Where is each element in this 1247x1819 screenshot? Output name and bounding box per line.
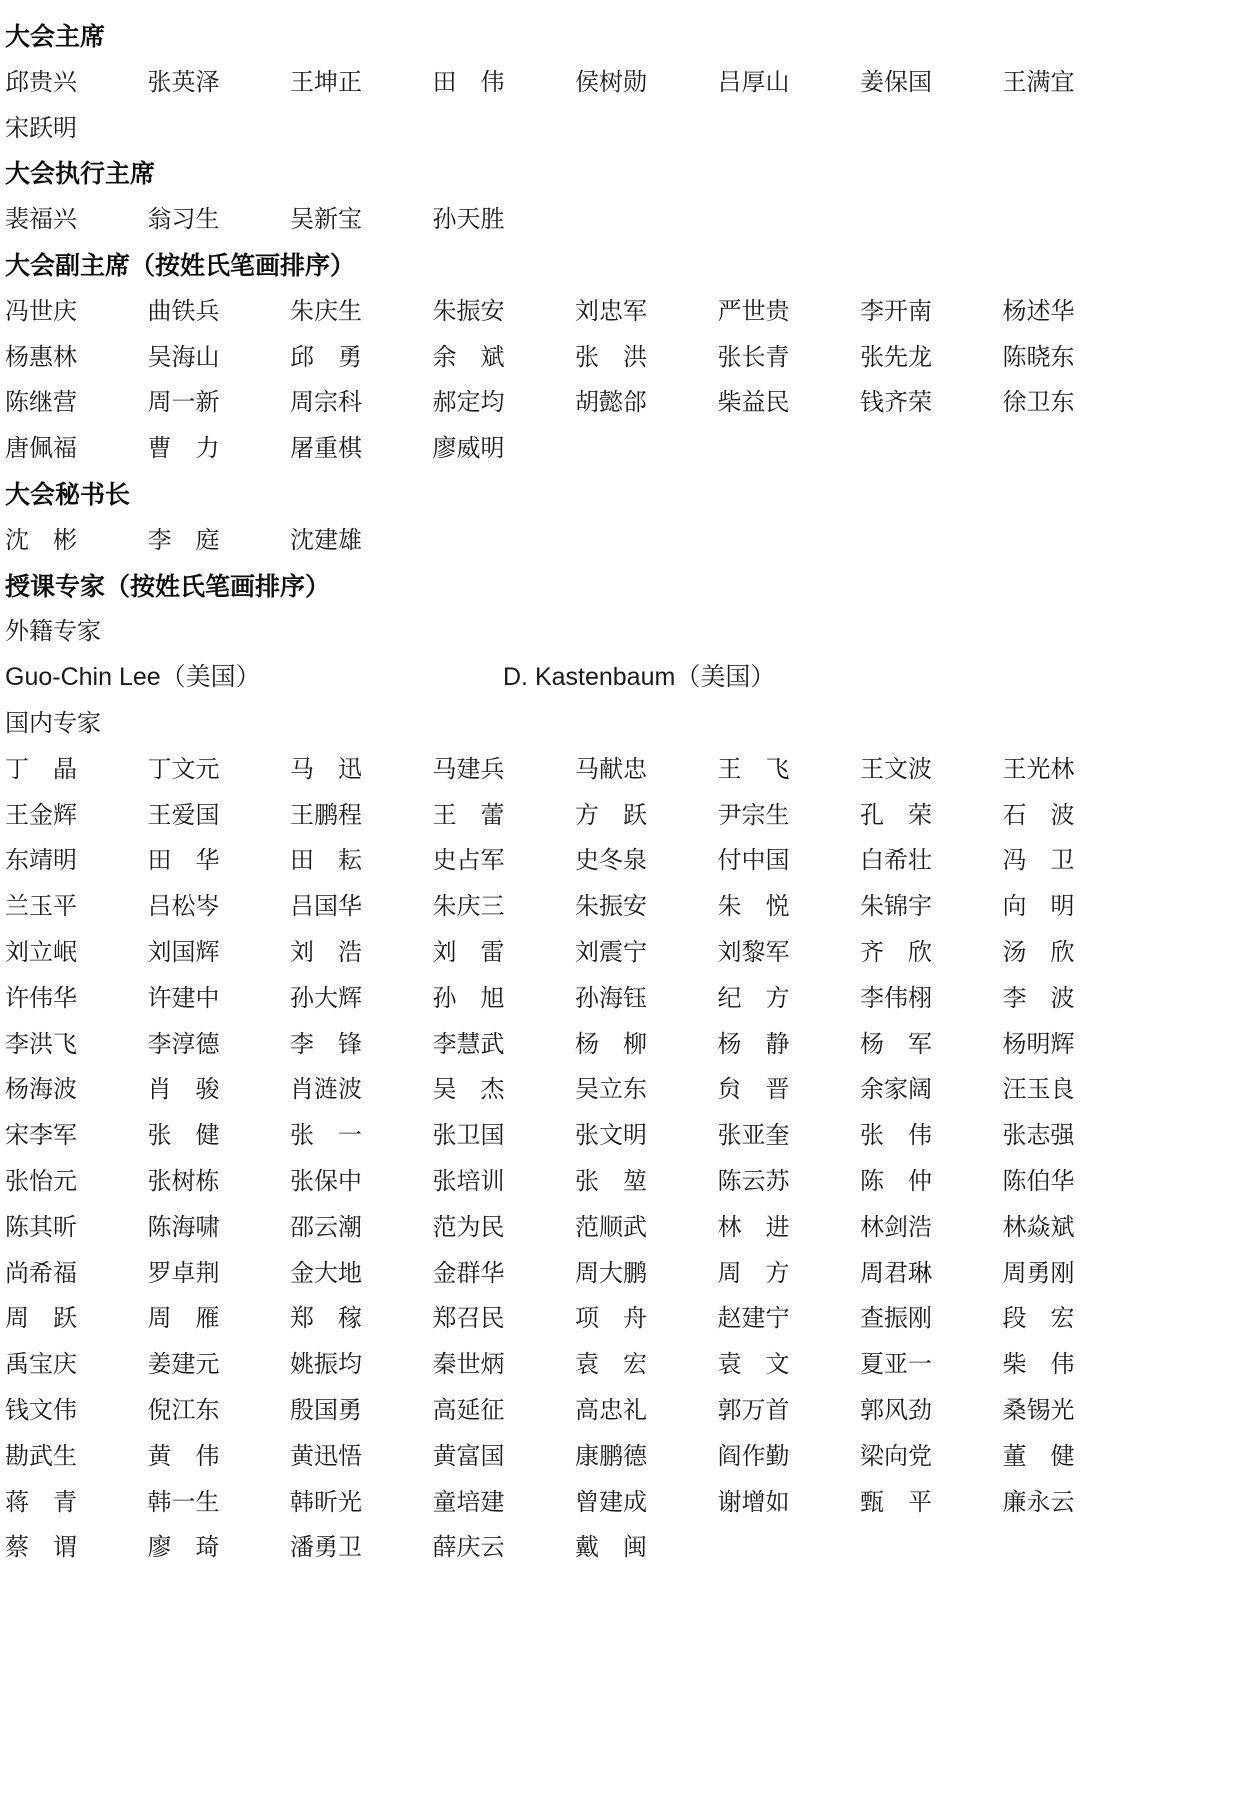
person-name: 潘勇卫 [290, 1533, 362, 1562]
person-name: 柴 伟 [1002, 1350, 1075, 1379]
person-name: 田 华 [147, 846, 220, 875]
person-name: 张 洪 [575, 342, 647, 371]
person-name: 周勇刚 [1002, 1258, 1075, 1287]
person-name: 张卫国 [432, 1121, 505, 1150]
person-name: 范顺武 [575, 1212, 647, 1241]
person-name: 杨惠林 [5, 342, 77, 371]
person-name: 高忠礼 [575, 1395, 647, 1424]
person-name: 吴 杰 [432, 1075, 505, 1104]
section-lecturing-experts [5, 564, 1245, 1572]
person-name: 赵建宁 [717, 1304, 790, 1333]
person-name: 黄 伟 [147, 1441, 220, 1470]
person-name: 张先龙 [860, 342, 932, 371]
person-name: 东靖明 [5, 846, 77, 875]
person-name: 曲铁兵 [147, 296, 220, 325]
person-name: 王鹏程 [290, 800, 362, 829]
person-name: 吕国华 [290, 892, 362, 921]
person-name: 兰玉平 [5, 892, 77, 921]
person-name: 李洪飞 [5, 1029, 77, 1058]
person-name: 孙海钰 [575, 983, 647, 1012]
person-name: 刘 浩 [290, 937, 362, 966]
person-name: 周 跃 [5, 1304, 77, 1333]
person-name: 齐 欣 [860, 937, 932, 966]
person-name: 甄 平 [860, 1487, 932, 1516]
person-name: 吴海山 [147, 342, 220, 371]
person-name: 沈建雄 [290, 525, 362, 554]
person-name: 张 健 [147, 1121, 220, 1150]
person-name: 杨 柳 [575, 1029, 647, 1058]
person-name: 秦世炳 [432, 1350, 505, 1379]
person-name: 曹 力 [147, 434, 220, 463]
person-name: 袁 宏 [575, 1350, 647, 1379]
person-name: 屠重棋 [290, 434, 362, 463]
person-name: 宋李军 [5, 1121, 77, 1150]
person-name: 汤 欣 [1002, 937, 1075, 966]
name-grid [5, 60, 1245, 152]
person-name: 张英泽 [147, 67, 220, 96]
person-name: 孙大辉 [290, 983, 362, 1012]
person-name: 侯树勋 [575, 67, 647, 96]
person-name: 廖 琦 [147, 1533, 220, 1562]
person-name: 蔡 谓 [5, 1533, 77, 1562]
person-name: 田 伟 [432, 67, 505, 96]
person-name: 孙 旭 [432, 983, 505, 1012]
section-title: 授课专家（按姓氏笔画排序） [5, 571, 331, 601]
person-name: Guo-Chin Lee（美国） [5, 663, 261, 692]
person-name: 钱齐荣 [860, 388, 932, 417]
person-name: 丁 晶 [5, 754, 77, 783]
person-name: 吴新宝 [290, 205, 362, 234]
person-name: 邵云潮 [290, 1212, 362, 1241]
person-name: 姜建元 [147, 1350, 220, 1379]
person-name: 张长青 [717, 342, 790, 371]
person-name: 丁文元 [147, 754, 220, 783]
person-name: 韩昕光 [290, 1487, 362, 1516]
person-name: 肖涟波 [290, 1075, 362, 1104]
person-name: 王坤正 [290, 67, 362, 96]
person-name: 戴 闽 [575, 1533, 647, 1562]
person-name: 阎作勤 [717, 1441, 790, 1470]
person-name: 石 波 [1002, 800, 1075, 829]
person-name: 韩一生 [147, 1487, 220, 1516]
person-name: 金大地 [290, 1258, 362, 1287]
person-name: 唐佩福 [5, 434, 77, 463]
domestic-experts-grid [5, 747, 1245, 1571]
person-name: 杨 静 [717, 1029, 790, 1058]
foreign-experts-label: 外籍专家 [5, 617, 101, 646]
person-name: 朱振安 [432, 296, 505, 325]
person-name: 殷国勇 [290, 1395, 362, 1424]
person-name: 黄富国 [432, 1441, 505, 1470]
person-name: 冯世庆 [5, 296, 77, 325]
person-name: 严世贵 [717, 296, 790, 325]
person-name: 王金辉 [5, 800, 77, 829]
person-name: 余 斌 [432, 342, 505, 371]
person-name: 杨述华 [1002, 296, 1075, 325]
person-name: 胡懿郃 [575, 388, 647, 417]
section-vice-chairman [5, 243, 1245, 472]
person-name: 林剑浩 [860, 1212, 932, 1241]
person-name: 郑 稼 [290, 1304, 362, 1333]
person-name: 余家阔 [860, 1075, 932, 1104]
section-title: 大会副主席（按姓氏笔画排序） [5, 250, 356, 280]
person-name: 查振刚 [860, 1304, 932, 1333]
person-name: 段 宏 [1002, 1304, 1075, 1333]
person-name: 陈晓东 [1002, 342, 1075, 371]
name-grid [5, 289, 1245, 472]
person-name: 孔 荣 [860, 800, 932, 829]
person-name: 郝定均 [432, 388, 505, 417]
person-name: 张怡元 [5, 1166, 77, 1195]
person-name: 史冬泉 [575, 846, 647, 875]
person-name: 梁向党 [860, 1441, 932, 1470]
person-name: 向 明 [1002, 892, 1075, 921]
person-name: 郭万首 [717, 1395, 790, 1424]
person-name: 周君琳 [860, 1258, 932, 1287]
person-name: 冯 卫 [1002, 846, 1075, 875]
person-name: 王 蕾 [432, 800, 505, 829]
person-name: 李淳德 [147, 1029, 220, 1058]
person-name: 罗卓荆 [147, 1258, 220, 1287]
person-name: 刘 雷 [432, 937, 505, 966]
person-name: 纪 方 [717, 983, 790, 1012]
person-name: 陈云苏 [717, 1166, 790, 1195]
person-name: 陈继营 [5, 388, 77, 417]
person-name: 杨海波 [5, 1075, 77, 1104]
person-name: 谢增如 [717, 1487, 790, 1516]
name-grid [5, 197, 1245, 243]
person-name: 刘国辉 [147, 937, 220, 966]
person-name: 郑召民 [432, 1304, 505, 1333]
conference-committee-document [5, 14, 1245, 1571]
person-name: 杨明辉 [1002, 1029, 1075, 1058]
person-name: 张 堃 [575, 1166, 647, 1195]
person-name: 张志强 [1002, 1121, 1075, 1150]
person-name: 黄迅悟 [290, 1441, 362, 1470]
person-name: 马献忠 [575, 754, 647, 783]
person-name: 张文明 [575, 1121, 647, 1150]
person-name: 王满宜 [1002, 67, 1075, 96]
name-grid [5, 518, 1245, 564]
person-name: 尚希福 [5, 1258, 77, 1287]
person-name: 贠 晋 [717, 1075, 790, 1104]
person-name: 张保中 [290, 1166, 362, 1195]
person-name: 王爱国 [147, 800, 220, 829]
person-name: 邱贵兴 [5, 67, 77, 96]
person-name: 林焱斌 [1002, 1212, 1075, 1241]
person-name: 倪江东 [147, 1395, 220, 1424]
person-name: 刘震宁 [575, 937, 647, 966]
person-name: 项 舟 [575, 1304, 647, 1333]
person-name: 袁 文 [717, 1350, 790, 1379]
person-name: 勘武生 [5, 1441, 77, 1470]
person-name: 周 方 [717, 1258, 790, 1287]
person-name: 朱庆三 [432, 892, 505, 921]
section-secretary-general [5, 472, 1245, 564]
person-name: 禹宝庆 [5, 1350, 77, 1379]
person-name: 林 进 [717, 1212, 790, 1241]
person-name: 吕松岑 [147, 892, 220, 921]
person-name: 张 一 [290, 1121, 362, 1150]
person-name: 王 飞 [717, 754, 790, 783]
person-name: 张培训 [432, 1166, 505, 1195]
person-name: 孙天胜 [432, 205, 505, 234]
person-name: 朱锦宇 [860, 892, 932, 921]
person-name: 吴立东 [575, 1075, 647, 1104]
person-name: 曾建成 [575, 1487, 647, 1516]
section-title: 大会秘书长 [5, 479, 131, 509]
person-name: 钱文伟 [5, 1395, 77, 1424]
person-name: 汪玉良 [1002, 1075, 1075, 1104]
person-name: 王文波 [860, 754, 932, 783]
person-name: 张亚奎 [717, 1121, 790, 1150]
person-name: 白希壮 [860, 846, 932, 875]
person-name: 薛庆云 [432, 1533, 505, 1562]
person-name: 朱振安 [575, 892, 647, 921]
person-name: 付中国 [717, 846, 790, 875]
person-name: 廉永云 [1002, 1487, 1075, 1516]
person-name: 宋跃明 [5, 113, 77, 142]
person-name: 柴益民 [717, 388, 790, 417]
person-name: 高延征 [432, 1395, 505, 1424]
person-name: 周一新 [147, 388, 220, 417]
person-name: 陈 仲 [860, 1166, 932, 1195]
section-title: 大会主席 [5, 22, 106, 51]
person-name: 刘立岷 [5, 937, 77, 966]
person-name: 康鹏德 [575, 1441, 647, 1470]
section-chairman [5, 14, 1245, 151]
person-name: 蒋 青 [5, 1487, 77, 1516]
person-name: 杨 军 [860, 1029, 932, 1058]
person-name: 陈伯华 [1002, 1166, 1075, 1195]
person-name: 张树栋 [147, 1166, 220, 1195]
person-name: 肖 骏 [147, 1075, 220, 1104]
person-name: 李开南 [860, 296, 932, 325]
person-name: 金群华 [432, 1258, 505, 1287]
person-name: 姜保国 [860, 67, 932, 96]
person-name: 刘忠军 [575, 296, 647, 325]
person-name: 李慧武 [432, 1029, 505, 1058]
person-name: 陈海啸 [147, 1212, 220, 1241]
person-name: 董 健 [1002, 1441, 1075, 1470]
person-name: 夏亚一 [860, 1350, 932, 1379]
person-name: 许伟华 [5, 983, 77, 1012]
person-name: 李 庭 [147, 525, 220, 554]
person-name: 桑锡光 [1002, 1395, 1075, 1424]
person-name: 李伟栩 [860, 983, 932, 1012]
person-name: 田 耘 [290, 846, 362, 875]
person-name: 周宗科 [290, 388, 362, 417]
section-executive-chairman [5, 151, 1245, 243]
person-name: 裴福兴 [5, 205, 77, 234]
person-name: 史占军 [432, 846, 505, 875]
person-name: 张 伟 [860, 1121, 932, 1150]
person-name: 周 雁 [147, 1304, 220, 1333]
person-name: 李 波 [1002, 983, 1075, 1012]
person-name: 王光林 [1002, 754, 1075, 783]
person-name: 沈 彬 [5, 525, 77, 554]
person-name: D. Kastenbaum（美国） [503, 663, 776, 692]
person-name: 尹宗生 [717, 800, 790, 829]
person-name: 朱 悦 [717, 892, 790, 921]
person-name: 马 迅 [290, 754, 362, 783]
person-name: 范为民 [432, 1212, 505, 1241]
foreign-experts-list [5, 655, 1245, 701]
person-name: 廖威明 [432, 434, 505, 463]
person-name: 吕厚山 [717, 67, 790, 96]
section-title: 大会执行主席 [5, 159, 156, 189]
person-name: 马建兵 [432, 754, 505, 783]
person-name: 邱 勇 [290, 342, 362, 371]
person-name: 刘黎军 [717, 937, 790, 966]
person-name: 童培建 [432, 1487, 505, 1516]
person-name: 李 锋 [290, 1029, 362, 1058]
person-name: 徐卫东 [1002, 388, 1075, 417]
person-name: 翁习生 [147, 205, 220, 234]
person-name: 周大鹏 [575, 1258, 647, 1287]
domestic-experts-label: 国内专家 [5, 708, 101, 737]
person-name: 郭风劲 [860, 1395, 932, 1424]
person-name: 朱庆生 [290, 296, 362, 325]
person-name: 陈其昕 [5, 1212, 77, 1241]
person-name: 许建中 [147, 983, 220, 1012]
person-name: 方 跃 [575, 800, 647, 829]
person-name: 姚振均 [290, 1350, 362, 1379]
